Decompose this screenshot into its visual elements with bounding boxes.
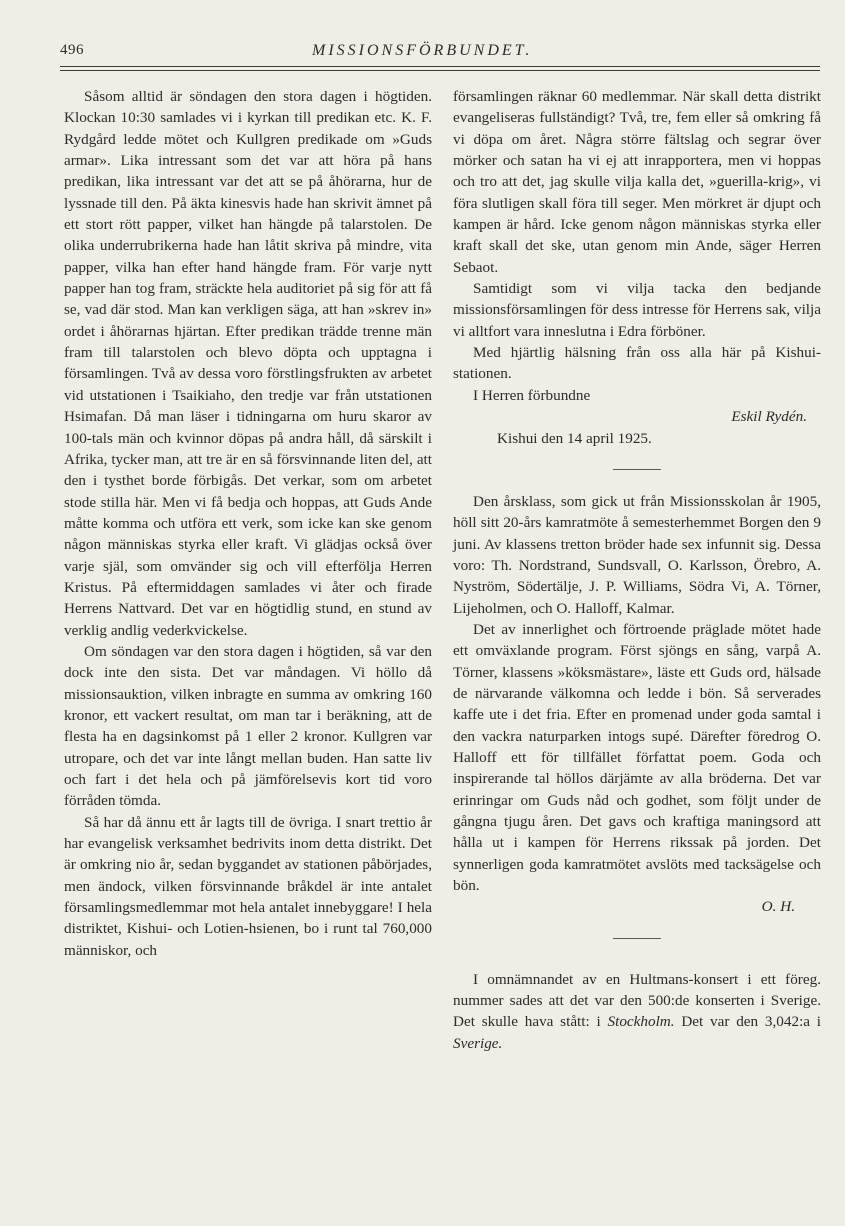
correction-italic-sverige: Sverige.	[453, 1034, 503, 1052]
paragraph-high-mass: Såsom alltid är söndagen den stora dagen i högtiden. Klockan 10:30 samlades vi i kyrkan till predikan etc. K. F. Rydgård ledde mötet och Kullgren predikade om »Guds armar». Lika intressant som det var att höra på hans predikan, lika intressant var det att se på åhörarna, hur de lyssnade till den. På äkta kinesvis hade han skrivit ämnet på ett stort rött papper, vilket han hängde på talarstolen. De olika underrubrikerna hade han låtit skriva på mindre, vita papper, vilka han efter hand hängde fram. För varje nytt papper han tog fram, sträckte hela auditoriet på sig för att få se, vad där stod. Man kan verkligen säga, att han »skrev in» ordet i åhörarnas hjärtan. Efter predikan trädde trenne män fram till talarstolen och blevo döpta och upptagna i församlingen. Två av dessa voro förstlingsfrukten av arbetet vid utstationen i Tsaikiaho, den tredje var från utstationen Hsimafan. Då man läser i tidningarna om huru skaror av 100-tals män och kvinnor döpas på andra håll, då särskilt i Afrika, tycker man, att tre är en så försvinnande liten del, att den i tysthet borde förbigås. Det verkar, som om arbetet stode stilla här. Men vi få bedja och hoppas, att Guds Ande måtte komma och utföra ett verk, som icke kan ske genom någon människas styrka eller kraft. Vi glädjas också över varje själ, som omvänder sig och vill efterfölja Herren Kristus. På eftermiddagen samlades vi åter och firade Herrens Nattvard. Det var en högtidlig stund, en stund av verklig andlig vederkvickelse.	[64, 88, 432, 639]
paragraph-class-reunion: Den årsklass, som gick ut från Missionsskolan år 1905, höll sitt 20-års kamratmöte å semesterhemmet Borgen den 9 juni. Av klassens tretton bröder hade sex infunnit sig. Dessa voro: Th. Nordstrand, Sundsvall, O. Karlsson, Örebro, A. Nyström, Södertälje, J. P. Williams, Södra Vi, A. Törner, Lijeholmen, och O. Halloff, Kalmar.	[453, 492, 821, 617]
paragraph-auction: Om söndagen var den stora dagen i högtiden, så var den dock inte den sista. Det var måndagen. Vi höllo då missionsauktion, vilken inbragte en summa av omkring 160 kronor, ett vackert resultat, om man tar i beräkning, att de flesta ha en dagsinkomst på 1 eller 2 kronor. Kullgren var utropare, och det var inte långt mellan buden. Han satte liv och fart i det hela och på jämförelsevis kort tid voro förråden tömda.	[64, 642, 432, 810]
paragraph-thanks: Samtidigt som vi vilja tacka den bedjande missionsförsamlingen för dess intresse för Herrens sak, vilja vi alltfort vara inneslutna i Edra förböner.	[453, 280, 821, 340]
paragraph-congregation: församlingen räknar 60 medlemmar. När skall detta distrikt evangeliseras fullständigt? Två, tre, fem eller så omkring få vi döpa om året. Några större fältslag och segrar över mörker och satan ha vi ej att inrapportera, men vi hoppas och tro att det, jag skulle vilja kalla det, »guerilla-krig», vi föra slutligen skall föra till seger. Men mörkret är djupt och kampen är hård. Icke genom någon människas styrka eller kraft skall det ske, utan genom min Ande, säger Herren Sebaot.	[453, 88, 821, 276]
correction-italic-stockholm: Stockholm.	[607, 1013, 675, 1031]
journal-title: MISSIONSFÖRBUNDET.	[312, 42, 533, 59]
signature-text: Eskil Rydén.	[731, 408, 807, 426]
correction-text: I omnämnandet av en Hultmans-konsert i ett föreg. nummer sades att det var den 500:de konserten i Sverige. Det skulle hava stått: i	[453, 970, 821, 1031]
left-column	[64, 86, 432, 961]
paragraph-district-summary: Så har då ännu ett år lagts till de övriga. I snart trettio år har evangelisk verksamhet bedrivits inom detta distrikt. Det är omkring nio år, sedan byggandet av stationen påbörjades, men ändock, vilken försvinnande bråkdel är inte antalet församlingsmedlemmar mot hela antalet innebyggare! I hela distriktet, Kishui- och Lotien-hsienen, bo i runt tal 760,000 människor, och	[64, 813, 432, 959]
paragraph-reunion-program: Det av innerlighet och förtroende präglade mötet hade ett omväxlande program. Först sjöngs en sång, varpå A. Törner, klassens »köksmästare», läste ett Guds ord, hälsade de närvarande välkomna och ledde i bön. Så serverades kaffe ute i det fria. Efter en promenad under goda samtal i den vackra naturparken intogs supé. Därefter föredrog O. Halloff ett för tillfället författat poem. Goda och inspirerande tal höllos därjämte av alla bröderna. Det var erinringar om Guds nåd och godhet, som följt under de gångna tjugu åren. Det gavs och kraftiga maningsord att hålla ut i kampen för Herrens rikssak på jorden. Det synnerligen goda kamratmötet avslöts med tacksägelse och bön.	[453, 620, 821, 895]
spacer	[453, 470, 821, 491]
letter-closing: I Herren förbundne	[473, 386, 591, 404]
page-number: 496	[60, 42, 84, 58]
right-column	[453, 86, 821, 1054]
letter-dateline: Kishui den 14 april 1925.	[497, 429, 652, 447]
correction-mid-text: Det var den 3,042:a i	[674, 1013, 822, 1031]
paragraph-greeting: Med hjärtlig hälsning från oss alla här på Kishui-stationen.	[453, 344, 821, 383]
paragraph-correction	[453, 969, 821, 1054]
header-rule-top	[60, 66, 820, 67]
letter-signature	[453, 406, 807, 427]
spacer	[453, 939, 821, 969]
article-initials: O. H.	[761, 898, 795, 916]
header-rule-bottom	[60, 70, 820, 71]
